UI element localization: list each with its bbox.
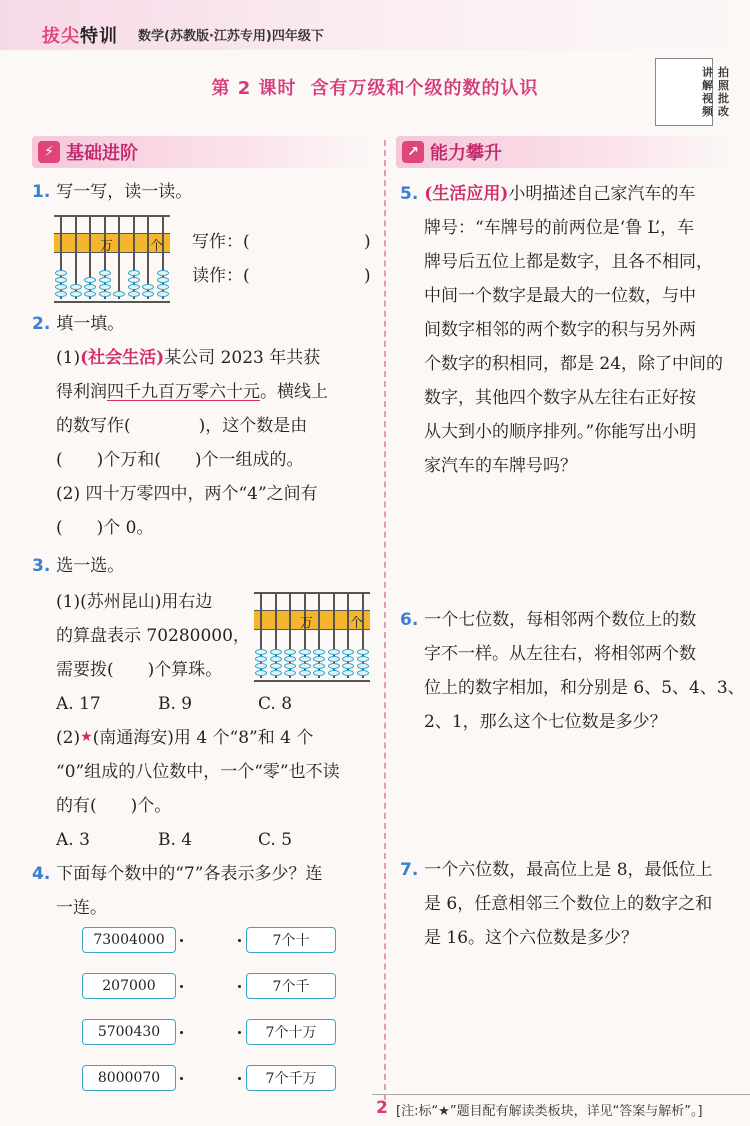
q3-heading: 3. 选一选。 [32,556,125,576]
q1-read-line: 读作：( [192,266,250,286]
q5-line-1: 5. (生活应用)小明描述自己家汽车的车 [400,184,696,204]
lesson-title [0,74,750,100]
star-icon: ★ [80,729,93,745]
q5-line: 数字，其他四个数字从左往右正好按 [424,388,696,408]
abacus-bead [328,670,340,676]
q3-p2-option-b: B. 4 [158,830,193,850]
q5-line: 个数字的积相同，都是 24，除了中间的 [424,354,724,374]
abacus-bead [55,270,67,276]
abacus-bead [270,670,282,676]
q2-line-4: ( )个万和( )个一组成的。 [56,450,304,470]
abacus-bead [270,649,282,655]
q1-heading: 1. 写一写，读一读。 [32,182,193,202]
section-banner-advanced: ↗ 能力攀升 [396,136,736,168]
abacus-bead [299,670,311,676]
column-divider [384,140,386,1100]
abacus-bead [284,670,296,676]
q6-line-1: 6. 一个七位数，每相邻两个数位上的数 [400,610,697,630]
q4-line-1: 4. 下面每个数中的“7”各表示多少？连 [32,864,323,884]
abacus-bead [270,656,282,662]
abacus-bead [128,284,140,290]
match-dot[interactable] [238,985,241,988]
abacus-bead [128,291,140,297]
abacus-bead [84,291,96,297]
abacus-bead [99,277,111,283]
q4-meaning-box[interactable]: 7个十万 [246,1019,336,1045]
abacus-bead [255,656,267,662]
q4-meaning-box[interactable]: 7个千万 [246,1065,336,1091]
q4-number-box[interactable]: 8000070 [82,1065,176,1091]
q3-p1-option-c: C. 8 [258,694,293,714]
abacus-bead [342,670,354,676]
q2-line-6: ( )个 0。 [56,518,154,538]
abacus-bead [357,649,369,655]
q4-meaning-box[interactable]: 7个千 [246,973,336,999]
abacus-bead [55,277,67,283]
q5-line: 中间一个数字是最大的一位数，与中 [424,286,696,306]
abacus-bead [342,656,354,662]
q7-line: 是 16。这个六位数是多少？ [424,928,639,948]
match-dot[interactable] [180,985,183,988]
q3-p1-line-1: (1)(苏州昆山)用右边 [56,592,213,612]
abacus-bead [299,663,311,669]
q2-line-5: (2) 四十万零四中，两个“4”之间有 [56,484,318,504]
lesson-number: 第 2 课时 [211,78,297,99]
match-dot[interactable] [238,939,241,942]
running-person-icon: ⚡ [38,141,60,163]
brand-logo: 拔尖特训 [42,26,118,47]
match-dot[interactable] [180,1031,183,1034]
q2-line-2: 得利润四千九百万零六十元。横线上 [56,382,328,402]
abacus-q1: 万 个 [54,215,170,299]
abacus-bead [157,277,169,283]
q1-read-close: ) [364,266,371,286]
abacus-bead [99,284,111,290]
abacus-bead [99,270,111,276]
abacus-bead [128,270,140,276]
abacus-bead [157,270,169,276]
q3-p1-line-3: 需要拨( )个算珠。 [56,660,223,680]
abacus-bead [255,670,267,676]
match-dot[interactable] [180,1077,183,1080]
q1-write-close: ) [364,232,371,252]
abacus-bead [55,291,67,297]
section-banner-basic: ⚡ 基础进阶 [32,136,372,168]
q3-p2-option-a: A. 3 [56,830,90,850]
q5-line: 牌号：“车牌号的前两位是‘鲁 L’，车 [424,218,695,238]
abacus-bead [142,291,154,297]
q3-p1-option-b: B. 9 [158,694,193,714]
abacus-bead [99,291,111,297]
abacus-bead [84,284,96,290]
abacus-bead [113,291,125,297]
abacus-bead [313,656,325,662]
lesson-name: 含有万级和个级的数的认识 [310,78,539,99]
q6-line: 位上的数字相加，和分别是 6、5、4、3、 [424,678,745,698]
abacus-bead [70,291,82,297]
footer-note: [注:标“★”题目配有解读类板块，详见“答案与解析”。] [396,1104,703,1119]
abacus-bead [357,656,369,662]
abacus-bead [255,663,267,669]
match-dot[interactable] [238,1031,241,1034]
abacus-bead [142,284,154,290]
abacus-bead [157,284,169,290]
q3-p1-option-a: A. 17 [56,694,101,714]
abacus-rod [118,215,120,299]
abacus-bead [84,277,96,283]
q4-number-box[interactable]: 73004000 [82,927,176,953]
abacus-bead [157,291,169,297]
match-dot[interactable] [180,939,183,942]
abacus-bead [342,663,354,669]
q3-p2-line-1: (2)★(南通海安)用 4 个“8”和 4 个 [56,728,314,748]
abacus-bead [284,663,296,669]
q1-write-line: 写作：( [192,232,250,252]
q3-p2-line-3: 的有( )个。 [56,796,172,816]
q4-number-box[interactable]: 207000 [82,973,176,999]
q2-line-1: (1)(社会生活)某公司 2023 年共获 [56,348,321,368]
abacus-bead [284,656,296,662]
q7-line: 是 6，任意相邻三个数位上的数字之和 [424,894,713,914]
qr-labels: 讲 拍 解 照 视 批 频 改 [702,66,729,118]
q5-line: 家汽车的车牌号吗？ [424,456,577,476]
abacus-bead [255,649,267,655]
footer-rule [372,1094,750,1095]
abacus-bead [284,649,296,655]
q4-line-2: 一连。 [56,898,107,918]
abacus-bead [270,663,282,669]
q3-p2-option-c: C. 5 [258,830,293,850]
abacus-bead [313,670,325,676]
abacus-bead [328,656,340,662]
q7-line-1: 7. 一个六位数，最高位上是 8，最低位上 [400,860,713,880]
q2-line-3: 的数写作( )，这个数是由 [56,416,308,436]
q6-line: 2、1，那么这个七位数是多少？ [424,712,667,732]
match-dot[interactable] [238,1077,241,1080]
q2-heading: 2. 填一填。 [32,314,125,334]
abacus-bead [328,663,340,669]
abacus-bead [313,649,325,655]
abacus-bead [128,277,140,283]
abacus-bead [357,670,369,676]
book-info: 数学(苏教版·江苏专用)四年级下 [138,29,324,44]
climbing-icon: ↗ [402,141,424,163]
abacus-bead [299,649,311,655]
abacus-bead [342,649,354,655]
abacus-bead [328,649,340,655]
q4-number-box[interactable]: 5700430 [82,1019,176,1045]
abacus-bead [357,663,369,669]
q3-p1-line-2: 的算盘表示 70280000， [56,626,250,646]
abacus-bead [313,663,325,669]
abacus-q3: 万 个 [254,592,370,678]
q5-line: 牌号后五位上都是数字，且各不相同， [424,252,713,272]
q4-meaning-box[interactable]: 7个十 [246,927,336,953]
page-number: 2 [376,1098,388,1118]
q5-line: 间数字相邻的两个数字的积与另外两 [424,320,696,340]
abacus-bead [55,284,67,290]
q6-line: 字不一样。从左往右，将相邻两个数 [424,644,696,664]
abacus-bead [70,284,82,290]
q5-line: 从大到小的顺序排列。”你能写出小明 [424,422,697,442]
q3-p2-line-2: “0”组成的八位数中，一个“零”也不读 [56,762,340,782]
abacus-bead [299,656,311,662]
